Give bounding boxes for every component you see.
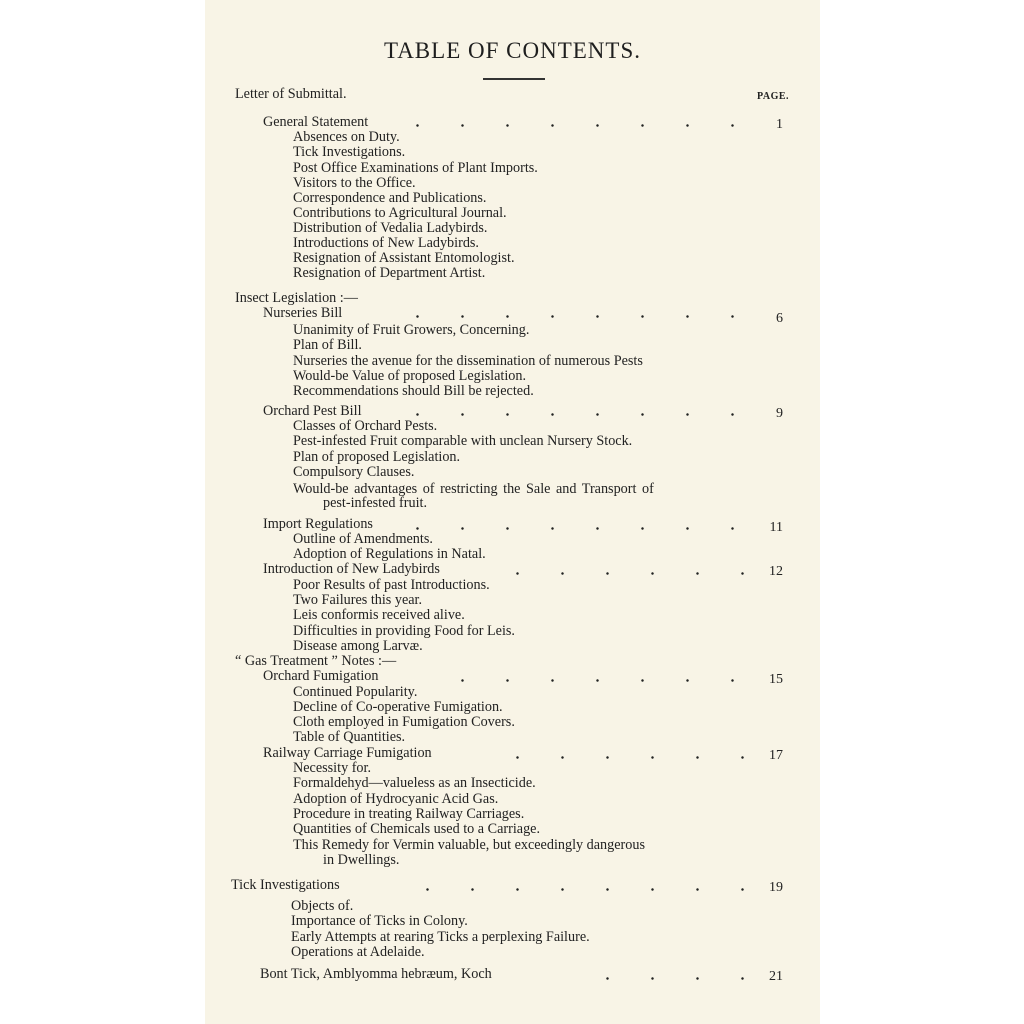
toc-entry: Adoption of Hydrocyanic Acid Gas. [293, 791, 499, 807]
toc-entry: “ Gas Treatment ” Notes :— [235, 653, 397, 669]
dot-leader [585, 977, 755, 980]
toc-entry: Formaldehyd—valueless as an Insecticide. [293, 775, 536, 791]
toc-page-number: 1 [776, 117, 783, 132]
toc-page-number: 12 [769, 564, 783, 579]
toc-entry: Table of Quantities. [293, 729, 406, 745]
dot-leader [395, 413, 755, 416]
toc-entry: Would-be advantages of restricting the Sale and Transport of [293, 481, 654, 497]
toc-page-number: 15 [769, 672, 783, 687]
toc-entry: Correspondence and Publications. [293, 190, 487, 206]
toc-page-number: 17 [769, 748, 783, 763]
toc-entry: Operations at Adelaide. [291, 944, 425, 960]
toc-entry: Plan of proposed Legislation. [293, 449, 461, 465]
toc-entry: Importance of Ticks in Colony. [291, 913, 468, 929]
toc-entry: Pest-infested Fruit comparable with unclean Nursery Stock. [293, 433, 633, 449]
toc-page-number: 19 [769, 880, 783, 895]
title-rule [483, 78, 545, 80]
toc-entry: in Dwellings. [323, 852, 400, 868]
dot-leader [395, 315, 755, 318]
toc-page-number: 6 [776, 311, 783, 326]
dot-leader [395, 527, 755, 530]
toc-entry: Outline of Amendments. [293, 531, 433, 547]
toc-entry: pest-infested fruit. [323, 495, 428, 511]
toc-entry: Railway Carriage Fumigation [263, 745, 432, 761]
dot-leader [405, 888, 755, 891]
dot-leader [395, 124, 755, 127]
toc-page-number: 11 [769, 520, 783, 535]
toc-entry: Tick Investigations. [293, 144, 406, 160]
toc-entry: Leis conformis received alive. [293, 607, 465, 623]
toc-entry: Poor Results of past Introductions. [293, 577, 490, 593]
toc-entry: Nurseries Bill [263, 305, 343, 321]
toc-entry: Continued Popularity. [293, 684, 418, 700]
toc-entry: Letter of Submittal. [235, 86, 347, 102]
toc-entry: Import Regulations [263, 516, 373, 532]
toc-page-number: 9 [776, 406, 783, 421]
toc-entry: Bont Tick, Amblyomma hebræum, Koch [260, 966, 492, 982]
toc-entry: Objects of. [291, 898, 354, 914]
toc-entry: Tick Investigations [231, 877, 340, 893]
toc-entry: Would-be Value of proposed Legislation. [293, 368, 527, 384]
toc-entry: Procedure in treating Railway Carriages. [293, 806, 525, 822]
toc-entry: Difficulties in providing Food for Leis. [293, 623, 515, 639]
toc-entry: Classes of Orchard Pests. [293, 418, 438, 434]
toc-entry: Unanimity of Fruit Growers, Concerning. [293, 322, 530, 338]
toc-entry: Disease among Larvæ. [293, 638, 423, 654]
toc-entry: Quantities of Chemicals used to a Carriage. [293, 821, 541, 837]
toc-entry: This Remedy for Vermin valuable, but exceedingly dangerous [293, 837, 645, 853]
toc-entry: Insect Legislation :— [235, 290, 358, 306]
toc-entry: Introduction of New Ladybirds [263, 561, 440, 577]
dot-leader [495, 572, 755, 575]
toc-entry: Early Attempts at rearing Ticks a perplexing Failure. [291, 929, 590, 945]
toc-entry: General Statement [263, 114, 369, 130]
toc-entry: Decline of Co-operative Fumigation. [293, 699, 503, 715]
toc-entry: Nurseries the avenue for the dissemination of numerous Pests [293, 353, 643, 369]
toc-entry: Adoption of Regulations in Natal. [293, 546, 486, 562]
toc-entry: Orchard Pest Bill [263, 403, 362, 419]
toc-entry: Resignation of Department Artist. [293, 265, 486, 281]
dot-leader [495, 756, 755, 759]
document-page [205, 0, 820, 1024]
toc-entry: Cloth employed in Fumigation Covers. [293, 714, 515, 730]
dot-leader [440, 679, 755, 682]
toc-entry: Necessity for. [293, 760, 372, 776]
toc-entry: Absences on Duty. [293, 129, 400, 145]
toc-entry: Compulsory Clauses. [293, 464, 415, 480]
toc-entry: Resignation of Assistant Entomologist. [293, 250, 515, 266]
toc-entry: Two Failures this year. [293, 592, 423, 608]
toc-page-number: 21 [769, 969, 783, 984]
toc-entry: Distribution of Vedalia Ladybirds. [293, 220, 488, 236]
toc-entry: Plan of Bill. [293, 337, 362, 353]
toc-entry: Visitors to the Office. [293, 175, 416, 191]
toc-entry: Post Office Examinations of Plant Imports. [293, 160, 538, 176]
toc-entry: Recommendations should Bill be rejected. [293, 383, 534, 399]
page-title: TABLE OF CONTENTS. [383, 38, 642, 63]
toc-entry: Orchard Fumigation [263, 668, 379, 684]
toc-entry: Contributions to Agricultural Journal. [293, 205, 507, 221]
page-column-label: PAGE. [757, 91, 790, 102]
toc-entry: Introductions of New Ladybirds. [293, 235, 479, 251]
